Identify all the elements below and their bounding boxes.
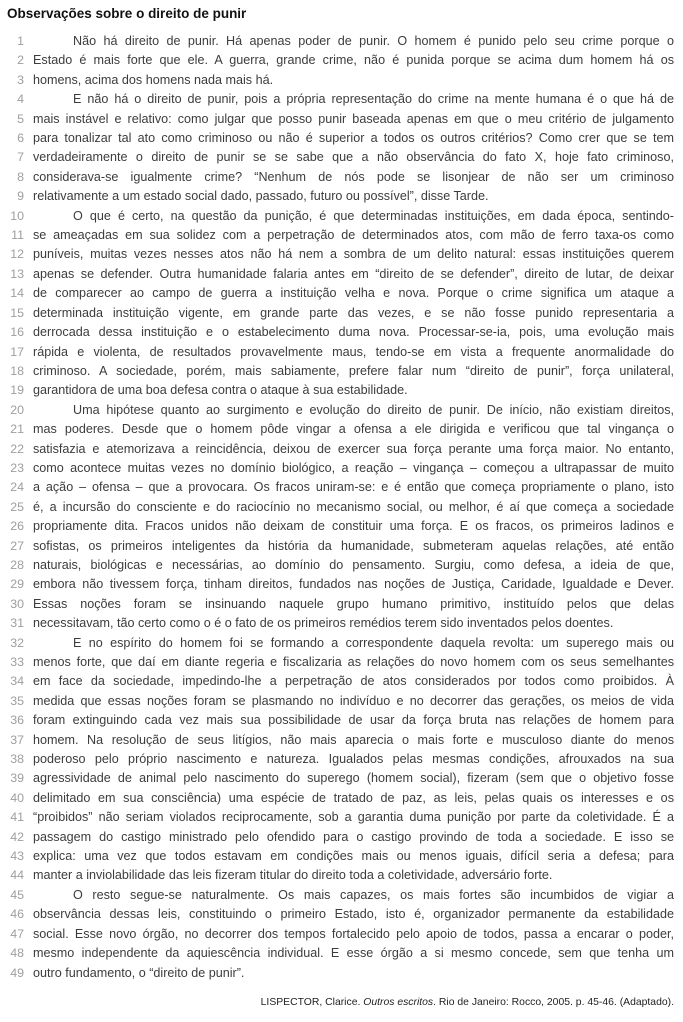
text-line bbox=[7, 692, 674, 711]
line-text: rápida e violenta, de resultados provavelmente maus, tendo-se em vista a frequente anormalidade do bbox=[33, 344, 674, 359]
line-text: criminoso. A sociedade, porém, mais sabiamente, prefere falar num “direito de punir”, força unilateral, bbox=[33, 363, 674, 378]
line-number: 11 bbox=[11, 228, 24, 243]
text-line bbox=[7, 478, 674, 497]
line-text: delimitado em sua consciência) uma espécie de tratado de paz, as leis, pelas quais os interesses e os bbox=[33, 790, 674, 805]
line-text: E no espírito do homem foi se formando a correspondente daquela revolta: um superego mais ou bbox=[73, 635, 674, 650]
line-text: Estado é mais forte que ele. A guerra, grande crime, não é punida porque se acima dum homem há os bbox=[33, 53, 674, 68]
text-line bbox=[7, 148, 674, 167]
text-line bbox=[7, 323, 674, 342]
line-text: Não há direito de punir. Há apenas poder de punir. O homem é punido pelo seu crime porque o bbox=[73, 34, 674, 48]
text-line bbox=[7, 964, 674, 983]
text-line bbox=[7, 343, 674, 362]
line-number: 27 bbox=[10, 538, 24, 553]
line-text: mais instável e relativo: como julgar que posso punir baseada apenas em que o meu critério de julgamento bbox=[33, 111, 674, 126]
line-number: 22 bbox=[10, 441, 24, 456]
line-text: considerava-se igualmente crime? “Nenhum de nós pode se lisonjear de não ser um criminoso bbox=[33, 169, 674, 184]
line-number: 23 bbox=[10, 460, 24, 475]
text-line bbox=[7, 808, 674, 827]
line-text: “proibidos” não seriam violados reciprocamente, sob a garantia duma punição por parte da coletividade. É a bbox=[33, 810, 674, 825]
line-number: 19 bbox=[10, 383, 24, 398]
line-number: 9 bbox=[17, 189, 24, 204]
citation-rest: . Rio de Janeiro: Rocco, 2005. p. 45-46. (Adaptado). bbox=[433, 996, 674, 1008]
line-text: social. Esse novo órgão, no decorrer dos tempos fortalecido pelo apoio de todos, passa a encarar o poder, bbox=[33, 926, 674, 941]
text-line bbox=[7, 517, 674, 536]
text-line bbox=[7, 51, 674, 70]
line-number: 41 bbox=[10, 810, 24, 825]
line-number: 31 bbox=[10, 616, 24, 631]
text-line bbox=[7, 362, 674, 381]
line-number: 32 bbox=[10, 635, 24, 650]
line-text: em face da sociedade, impedindo-lhe a perpetração de atos considerados por todos como proibidos. À bbox=[33, 674, 674, 689]
line-number: 29 bbox=[10, 577, 24, 592]
text-line bbox=[7, 265, 674, 284]
line-number: 14 bbox=[10, 286, 24, 301]
page-title: Observações sobre o direito de punir bbox=[7, 6, 247, 21]
line-number: 48 bbox=[10, 946, 24, 961]
line-text: garantidora de uma boa defesa contra o ataque à sua estabilidade. bbox=[33, 383, 408, 398]
line-text: propriamente dita. Fracos unidos não deixam de constituir uma força. E os fracos, os primeiros ladinos e bbox=[33, 519, 674, 534]
text-line bbox=[7, 731, 674, 750]
line-number: 15 bbox=[10, 305, 24, 320]
text-line bbox=[7, 556, 674, 575]
text-line bbox=[7, 459, 674, 478]
line-number: 42 bbox=[10, 829, 24, 844]
line-number: 26 bbox=[10, 519, 24, 534]
citation-author: LISPECTOR, Clarice. bbox=[260, 996, 361, 1008]
text-line bbox=[7, 110, 674, 129]
line-number: 18 bbox=[10, 363, 24, 378]
line-number: 37 bbox=[10, 732, 24, 747]
text-line bbox=[7, 925, 674, 944]
line-number: 45 bbox=[10, 887, 24, 902]
text-line bbox=[7, 90, 674, 109]
line-text: agressividade de animal pelo nascimento do superego (homem social), fizeram (sem que o objetivo fosse bbox=[33, 771, 674, 786]
text-line bbox=[7, 614, 674, 633]
line-number: 39 bbox=[10, 771, 24, 786]
line-text: naturais, biológicas e necessárias, ao domínio do pensamento. Surgiu, como defesa, a ideia de que, bbox=[33, 557, 674, 572]
text-line bbox=[7, 750, 674, 769]
line-number: 8 bbox=[17, 169, 24, 184]
line-text: necessitavam, tão certo como o é o fato de os primeiros remédios terem sido inventados pelos doentes. bbox=[33, 616, 614, 631]
line-text: é, a incursão do consciente e do raciocínio no mecanismo social, ou melhor, é aí que começa a sociedade bbox=[33, 499, 674, 514]
citation bbox=[7, 997, 674, 1008]
line-text: derrocada dessa instituição e o estabelecimento duma nova. Processar-se-ia, pois, uma evolução mais bbox=[33, 325, 674, 340]
line-number: 21 bbox=[10, 422, 24, 437]
line-text: como acontece muitas vezes no domínio biológico, a reação – vingança – começou a ultrapassar de muito bbox=[33, 460, 674, 475]
line-text: de comparecer ao campo de guerra a instituição velha e nova. Porque o crime significa um ataque a bbox=[33, 286, 674, 301]
text-line bbox=[7, 595, 674, 614]
line-number: 16 bbox=[10, 325, 24, 340]
line-text: Uma hipótese quanto ao surgimento e evolução do direito de punir. De início, não existiam direitos, bbox=[73, 402, 674, 417]
line-number: 36 bbox=[10, 713, 24, 728]
text-line bbox=[7, 905, 674, 924]
line-number: 20 bbox=[10, 402, 24, 417]
line-number: 34 bbox=[10, 674, 24, 689]
text-line bbox=[7, 440, 674, 459]
line-number: 28 bbox=[10, 557, 24, 572]
text-line bbox=[7, 226, 674, 245]
line-text: O que é certo, na questão da punição, é que determinadas instituições, em dada época, sentindo- bbox=[73, 208, 674, 223]
line-text: homem. Na resolução de seus litígios, não mais aparecia o mais forte e musculoso diante do menos bbox=[33, 732, 674, 747]
line-number: 38 bbox=[10, 752, 24, 767]
line-text: medida que essas noções foram se plasmando no indivíduo e no decorrer das gerações, os meios de vida bbox=[33, 693, 674, 708]
line-number: 2 bbox=[17, 53, 24, 68]
line-number: 4 bbox=[17, 92, 24, 107]
line-number: 10 bbox=[10, 208, 24, 223]
text-line bbox=[7, 284, 674, 303]
text-line bbox=[7, 401, 674, 420]
line-number: 3 bbox=[17, 72, 24, 87]
line-text: passagem do castigo ministrado pelo ofendido para o castigo provindo de toda a sociedade. E isso se bbox=[33, 829, 674, 844]
line-text: explica: uma vez que todos estavam em condições mais ou menos iguais, difícil seria a defesa; para bbox=[33, 849, 674, 864]
line-number: 35 bbox=[10, 693, 24, 708]
line-text: a ação – ofensa – que a provocara. Os fracos uniram-se: e é então que começa propriamente o plano, isto bbox=[33, 480, 674, 495]
text-line bbox=[7, 71, 674, 90]
line-number: 33 bbox=[10, 655, 24, 669]
line-text: satisfazia e atemorizava a reincidência, deixou de exercer sua força perante uma força maior. No entanto, bbox=[33, 441, 674, 456]
line-number: 47 bbox=[10, 926, 24, 941]
text-line bbox=[7, 634, 674, 653]
line-text: mesmo independente da aquiescência individual. E esse órgão a si mesmo concede, sem que tenha um bbox=[33, 946, 674, 961]
line-number: 7 bbox=[17, 150, 24, 165]
line-number: 46 bbox=[10, 907, 24, 922]
line-text: E não há o direito de punir, pois a própria representação do crime na mente humana é o que há de bbox=[73, 92, 674, 107]
text-line bbox=[7, 498, 674, 517]
line-number: 1 bbox=[17, 34, 24, 48]
line-text: poderoso pelo próprio nascimento e natureza. Igualados pelas mesmas condições, afrouxados na sua bbox=[33, 752, 674, 767]
line-number: 40 bbox=[10, 790, 24, 805]
text-line bbox=[7, 168, 674, 187]
text-line bbox=[7, 187, 674, 206]
line-number: 6 bbox=[17, 131, 24, 146]
line-number: 43 bbox=[10, 849, 24, 864]
line-text: sofistas, os primeiros inteligentes da história da humanidade, submeteram aquelas relações, até então bbox=[33, 538, 674, 553]
text-line bbox=[7, 711, 674, 730]
text-line bbox=[7, 828, 674, 847]
line-text: Essas noções foram se insinuando naquele grupo humano primitivo, instituído pelos que delas bbox=[33, 596, 674, 611]
line-text: determinada instituição vigente, em grande parte das vezes, e se não fosse punido representaria a bbox=[33, 305, 674, 320]
text-line bbox=[7, 653, 674, 672]
text-line bbox=[7, 32, 674, 51]
text-line bbox=[7, 886, 674, 905]
text-line bbox=[7, 129, 674, 148]
text-line bbox=[7, 245, 674, 264]
line-number: 12 bbox=[10, 247, 24, 262]
line-text: O resto segue-se naturalmente. Os mais capazes, os mais fortes são incumbidos de vigiar a bbox=[73, 887, 674, 902]
line-text: foram extinguindo cada vez mais sua possibilidade de usar da força bruta nas relações de homem para bbox=[33, 713, 674, 728]
line-text: manter a inviolabilidade das leis fizeram titular do direito toda a coletividade, adversário forte. bbox=[33, 868, 553, 883]
line-number: 25 bbox=[10, 499, 24, 514]
text-line bbox=[7, 381, 674, 400]
line-number: 44 bbox=[10, 868, 24, 883]
line-text: puníveis, muitas vezes nesses atos não há nem a sombra de um delito natural: essas instituições querem bbox=[33, 247, 674, 262]
line-text: apenas se defender. Outra humanidade falaria antes em “direito de se defender”, direito de lutar, de deixar bbox=[33, 266, 674, 281]
text-line bbox=[7, 537, 674, 556]
line-number: 17 bbox=[10, 344, 24, 359]
line-number: 30 bbox=[10, 596, 24, 611]
text-line bbox=[7, 789, 674, 808]
line-text: mas poderes. Desde que o homem pôde vingar a ofensa a ele dirigida e verificou que tal vingança o bbox=[33, 422, 674, 437]
line-text: menos forte, que daí em diante regeria e fiscalizaria as relações do novo homem com os seus semelhantes bbox=[33, 655, 674, 669]
line-number: 24 bbox=[10, 480, 24, 495]
line-text: homens, acima dos homens nada mais há. bbox=[33, 72, 274, 87]
line-text: observância dessas leis, constituindo o primeiro Estado, isto é, organizador permanente da estabilidade bbox=[33, 907, 674, 922]
line-text: se ameaçadas em sua solidez com a perpetração de determinados atos, com mão de ferro taxa-os como bbox=[33, 228, 674, 243]
line-text: outro fundamento, o “direito de punir”. bbox=[33, 965, 245, 980]
text-line bbox=[7, 672, 674, 691]
line-text: embora não tivessem força, tinham direitos, fundados nas noções de Justiça, Caridade, Igualdade e Dever. bbox=[33, 577, 674, 592]
text-line bbox=[7, 769, 674, 788]
lines bbox=[7, 32, 674, 983]
line-text: relativamente a um estado social dado, passado, futuro ou possível”, disse Tarde. bbox=[33, 189, 489, 204]
citation-work-title: Outros escritos bbox=[363, 996, 434, 1008]
text-line bbox=[7, 420, 674, 439]
text-line bbox=[7, 847, 674, 866]
text-line bbox=[7, 575, 674, 594]
line-text: verdadeiramente o direito de punir se se sabe que a não observância do fato X, hoje fato criminoso, bbox=[33, 150, 674, 165]
line-number: 5 bbox=[17, 111, 24, 126]
line-text: para tonalizar tal ato como criminoso ou não é superior a todos os outros critérios? Como crer que se tem bbox=[33, 131, 674, 146]
text-line bbox=[7, 207, 674, 226]
line-number: 13 bbox=[10, 266, 24, 281]
text-line bbox=[7, 304, 674, 323]
text-line bbox=[7, 944, 674, 963]
line-number: 49 bbox=[10, 965, 24, 980]
text-line bbox=[7, 866, 674, 885]
